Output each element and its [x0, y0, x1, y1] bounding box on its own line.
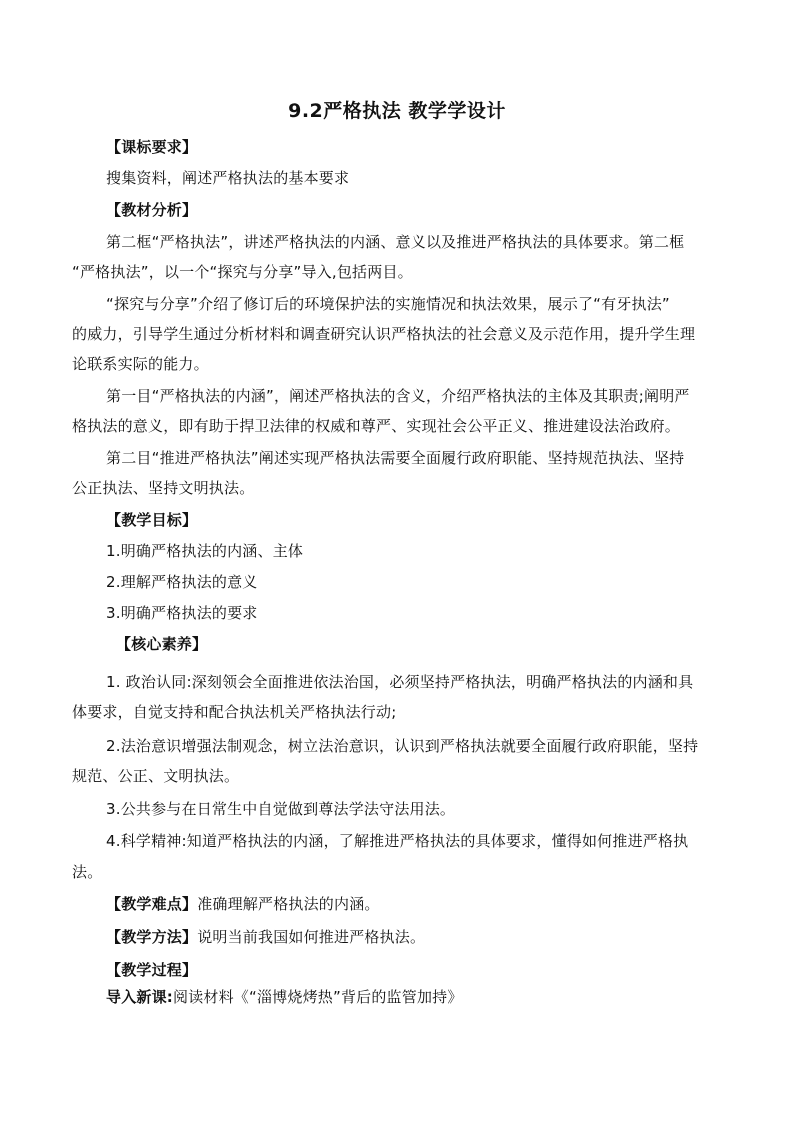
- standard-heading: 【课标要求】: [106, 138, 198, 156]
- goals-heading: 【教学目标】: [106, 511, 198, 529]
- intro-text: 阅读材料《“淄博烧烤热”背后的监管加持》: [173, 988, 463, 1006]
- literacy-item-4-line-2: 法。: [72, 863, 103, 881]
- literacy-item-2-line-1: 2.法治意识增强法制观念，树立法治意识，认识到严格执法就要全面履行政府职能，坚持: [106, 737, 699, 755]
- analysis-heading: 【教材分析】: [106, 201, 198, 219]
- document-title: 9.2严格执法 教学学设计: [288, 100, 506, 122]
- literacy-heading: 【核心素养】: [116, 635, 208, 653]
- literacy-item-1-line-2: 体要求，自觉支持和配合执法机关严格执法行动;: [72, 703, 397, 721]
- intro-label: 导入新课:: [106, 988, 173, 1006]
- analysis-paragraph-2-line-3: 论联系实际的能力。: [72, 355, 209, 373]
- analysis-paragraph-2-line-1: “探究与分享”介绍了修订后的环境保护法的实施情况和执法效果，展示了“有牙执法”: [106, 295, 670, 313]
- analysis-paragraph-2-line-2: 的威力，引导学生通过分析材料和调查研究认识严格执法的社会意义及示范作用，提升学生理: [72, 325, 696, 343]
- method-label: 【教学方法】: [106, 928, 198, 946]
- goal-item-2: 2.理解严格执法的意义: [106, 573, 258, 591]
- analysis-paragraph-3-line-1: 第一目“严格执法的内涵”，阐述严格执法的含义，介绍严格执法的主体及其职责;阐明严: [106, 387, 690, 405]
- difficulty-line: [106, 894, 766, 914]
- literacy-item-1-line-1: 1. 政治认同:深刻领会全面推进依法治国，必须坚持严格执法，明确严格执法的内涵和具: [106, 673, 694, 691]
- process-heading: 【教学过程】: [106, 961, 198, 979]
- goal-item-3: 3.明确严格执法的要求: [106, 604, 258, 622]
- literacy-item-4-line-1: 4.科学精神:知道严格执法的内涵，了解推进严格执法的具体要求，懂得如何推进严格执: [106, 832, 689, 850]
- standard-text: 搜集资料，阐述严格执法的基本要求: [106, 169, 350, 187]
- difficulty-label: 【教学难点】: [106, 895, 198, 913]
- method-line: [106, 927, 766, 947]
- analysis-paragraph-4-line-2: 公正执法、坚持文明执法。: [72, 479, 255, 497]
- method-text: 说明当前我国如何推进严格执法。: [197, 928, 426, 946]
- analysis-paragraph-1-line-2: “严格执法”，以一个“探究与分享”导入,包括两目。: [72, 263, 413, 281]
- analysis-paragraph-1-line-1: 第二框“严格执法”，讲述严格执法的内涵、意义以及推进严格执法的具体要求。第二框: [106, 233, 685, 251]
- literacy-item-3: 3.公共参与在日常生中自觉做到尊法学法守法用法。: [106, 800, 456, 818]
- goal-item-1: 1.明确严格执法的内涵、主体: [106, 542, 304, 560]
- analysis-paragraph-3-line-2: 格执法的意义，即有助于捍卫法律的权威和尊严、实现社会公平正义、推进建设法治政府。: [72, 417, 681, 435]
- difficulty-text: 准确理解严格执法的内涵。: [197, 895, 380, 913]
- literacy-item-2-line-2: 规范、公正、文明执法。: [72, 767, 240, 785]
- intro-line: [106, 987, 766, 1007]
- analysis-paragraph-4-line-1: 第二目“推进严格执法”阐述实现严格执法需要全面履行政府职能、坚持规范执法、坚持: [106, 449, 685, 467]
